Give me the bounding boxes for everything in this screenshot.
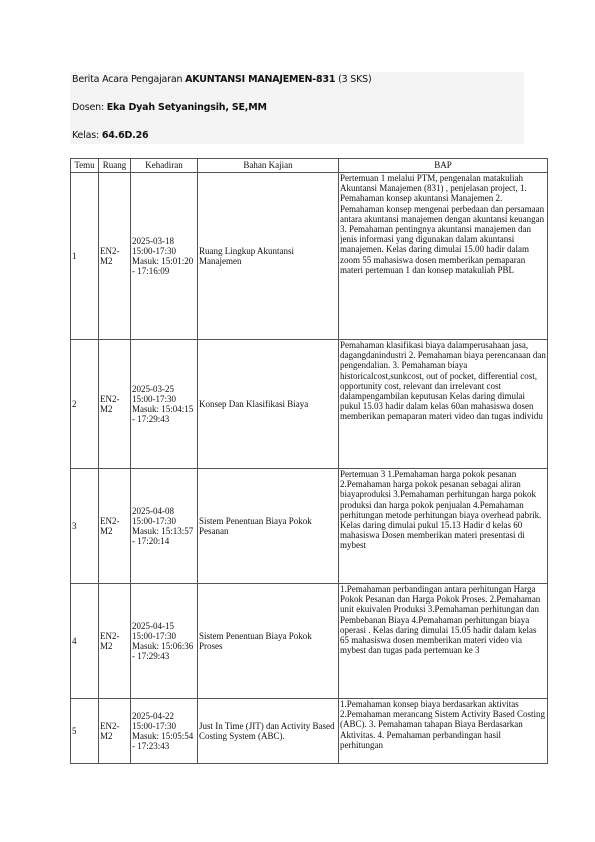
bap-text: Pemahaman klasifikasi biaya dalamperusahaan jasa, dagangdanindustri 2. Pemahaman biaya perencanaan dan pengendalian. 3. Pemahaman biaya historicalcost,sunkcost, out of pocket, differential cost, opportunity cost, relevant dan irrelevant cost dalampengambilan keputusan Kelas daring dimulai pukul 15.03 hadir dalam kelas 60an mahasiswa dosen memberikan pemaparan materi video dan tugas individu: [340, 340, 546, 422]
cell-bahan-kajian: Sistem Penentuan Biaya Pokok Proses: [198, 584, 339, 699]
cell-bap: [339, 584, 548, 699]
check-in: Masuk: 15:05:54 - 17:23:43: [132, 731, 194, 752]
session-date: 2025-03-25: [132, 383, 174, 394]
cell-bahan-kajian: Konsep Dan Klasifikasi Biaya: [198, 340, 339, 469]
session-date: 2025-04-22: [132, 710, 174, 721]
header-bahan-kajian: Bahan Kajian: [198, 159, 339, 173]
table-row: [71, 340, 548, 469]
session-time: 15:00-17:30: [132, 630, 176, 641]
header-kehadiran: Kehadiran: [131, 159, 198, 173]
bap-text: 1.Pemahaman perbandingan antara perhitungan Harga Pokok Pesanan dan Harga Pokok Proses. 2.Pemahaman unit ekuivalen Produksi 3.Pemahaman perhitungan dan Pembebanan Biaya 4.Pemahaman perhitungan biaya operasi . Kelas daring dimulai 15.05 hadir dalam kelas 65 mahasiswa dosen memberikan materi video via mybest dan tugas pada pertemuan ke 3: [340, 584, 541, 656]
bap-text: 1.Pemahaman konsep biaya berdasarkan aktivitas 2.Pemahaman merancang Sistem Activity Based Costing (ABC). 3. Pemahaman tahapan Biaya Berdasarkan Aktivitas. 4. Pemahaman perbandingan hasil perhitungan: [340, 699, 545, 750]
session-time: 15:00-17:30: [132, 393, 176, 404]
class-line: Kelas: 64.6D.26: [72, 130, 149, 141]
attendance-table: [70, 158, 548, 764]
lecturer-line: Dosen: Eka Dyah Setyaningsih, SE,MM: [72, 102, 267, 113]
cell-temu: 4: [71, 584, 99, 699]
check-in: Masuk: 15:06:36 - 17:29:43: [132, 641, 194, 662]
session-date: 2025-03-18: [132, 235, 174, 246]
document-header: [70, 72, 524, 144]
session-time: 15:00-17:30: [132, 720, 176, 731]
table-row: [71, 469, 548, 584]
cell-ruang: EN2-M2: [99, 469, 131, 584]
cell-bap: [339, 173, 548, 340]
session-time: 15:00-17:30: [132, 515, 176, 526]
document-title: Berita Acara Pengajaran AKUNTANSI MANAJEMEN-831 (3 SKS): [72, 74, 372, 85]
cell-bap: [339, 340, 548, 469]
cell-temu: 3: [71, 469, 99, 584]
cell-ruang: EN2-M2: [99, 173, 131, 340]
cell-temu: 5: [71, 699, 99, 764]
cell-ruang: EN2-M2: [99, 340, 131, 469]
table-row: [71, 173, 548, 340]
check-in: Masuk: 15:04:15 - 17:29:43: [132, 404, 194, 425]
cell-kehadiran: [131, 173, 198, 340]
header-ruang: Ruang: [99, 159, 131, 173]
class-code: 64.6D.26: [101, 130, 149, 141]
session-time: 15:00-17:30: [132, 245, 176, 256]
check-in: Masuk: 15:13:57 - 17:20:14: [132, 526, 194, 547]
bap-text: Pertemuan 3 1.Pemahaman harga pokok pesanan 2.Pemahaman harga pokok pesanan sebagai aliran biayaproduksi 3.Pemahaman perhitungan harga pokok produksi dan harga pokok penjualan 4.Pemahaman perhitungan metode perhitungan biaya overhead pabrik. Kelas daring dimulai pukul 15.13 Hadir d kelas 60 mahasiswa Dosen memberikan materi presentasi di mybest: [340, 469, 542, 551]
bap-text: Pertemuan 1 melalui PTM, pengenalan matakuliah Akuntansi Manajemen (831) , penjelasan project, 1. Pemahaman konsep akuntansi Manajemen 2. Pemahaman konsep mengenai perbedaan dan persamaan antara akuntansi manajemen dengan akuntansi keuangan 3. Pemahaman pentingnya akuntansi manajemen dan jenis informasi yang digunakan dalam akuntansi manajemen. Kelas daring dimulai 15.00 hadir dalam zoom 55 mahasiswa dosen memberikan pemaparan materi pertemuan 1 dan konsep matakuliah PBL: [340, 173, 545, 275]
cell-kehadiran: [131, 340, 198, 469]
table-row: [71, 699, 548, 764]
cell-ruang: EN2-M2: [99, 699, 131, 764]
session-date: 2025-04-08: [132, 505, 174, 516]
cell-bahan-kajian: Ruang Lingkup Akuntansi Manajemen: [198, 173, 339, 340]
header-temu: Temu: [71, 159, 99, 173]
header-bap: BAP: [339, 159, 548, 173]
cell-bahan-kajian: Just In Time (JIT) dan Activity Based Costing System (ABC).: [198, 699, 339, 764]
cell-ruang: EN2-M2: [99, 584, 131, 699]
check-in: Masuk: 15:01:20 - 17:16:09: [132, 256, 194, 277]
cell-bap: [339, 469, 548, 584]
cell-temu: 1: [71, 173, 99, 340]
cell-bap: [339, 699, 548, 764]
table-row: [71, 584, 548, 699]
lecturer-name: Eka Dyah Setyaningsih, SE,MM: [106, 102, 267, 113]
cell-bahan-kajian: Sistem Penentuan Biaya Pokok Pesanan: [198, 469, 339, 584]
course-name: AKUNTANSI MANAJEMEN-831: [185, 74, 336, 85]
session-date: 2025-04-15: [132, 620, 174, 631]
table-header-row: [71, 159, 548, 173]
cell-kehadiran: [131, 699, 198, 764]
cell-kehadiran: [131, 584, 198, 699]
cell-kehadiran: [131, 469, 198, 584]
cell-temu: 2: [71, 340, 99, 469]
